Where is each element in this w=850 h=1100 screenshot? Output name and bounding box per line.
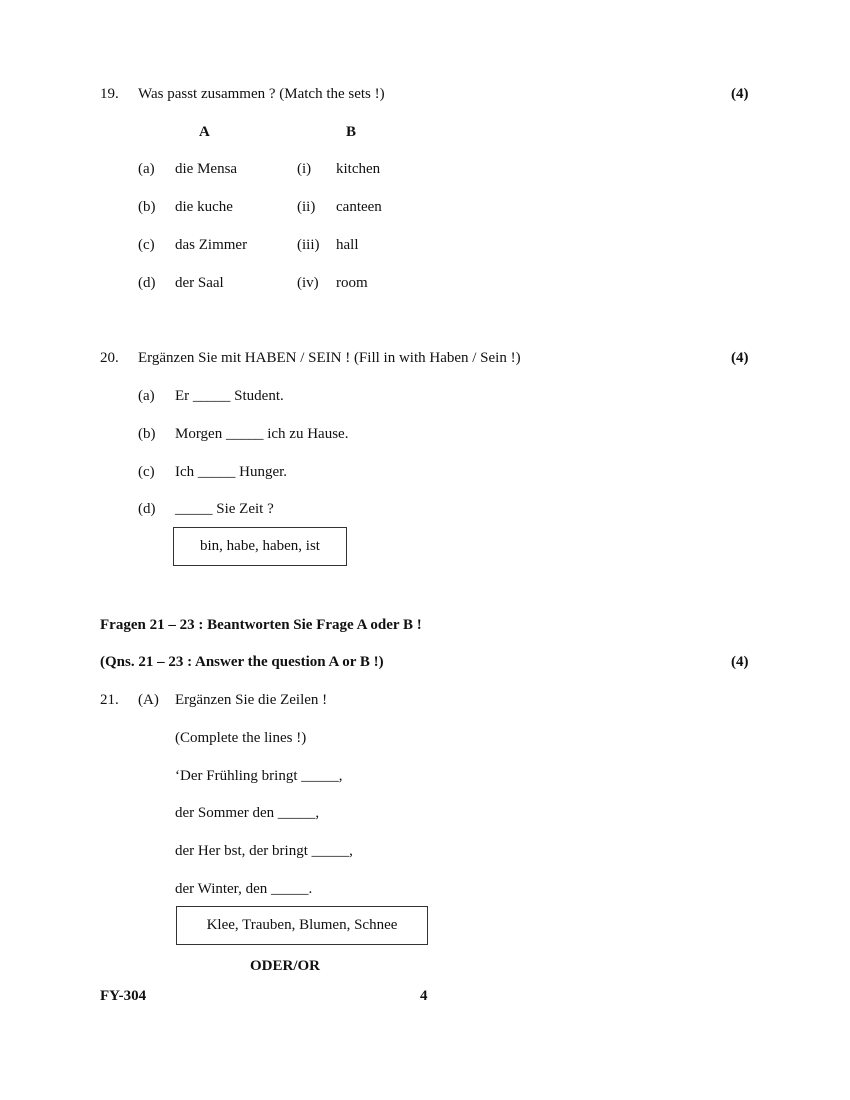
q19-row-b-text: die kuche <box>175 199 233 215</box>
q20-question: Ergänzen Sie mit HABEN / SEIN ! (Fill in with Haben / Sein !) <box>138 350 521 366</box>
q19-row-c-text: das Zimmer <box>175 237 248 253</box>
q19-number: 19. <box>100 86 119 102</box>
q19-row-d-text: der Saal <box>175 275 224 291</box>
footer-page-number: 4 <box>420 988 428 1004</box>
q21-instruction-de: Ergänzen Sie die Zeilen ! <box>175 692 328 708</box>
q20-word-box-text: bin, habe, haben, ist <box>200 538 320 554</box>
q20-number: 20. <box>100 350 119 366</box>
q20-item-c-text: Ich _____ Hunger. <box>175 464 288 480</box>
q20-item-b-text: Morgen _____ ich zu Hause. <box>175 426 349 442</box>
q19-row-b-label: (b) <box>138 199 156 215</box>
footer-code: FY-304 <box>100 988 147 1004</box>
q19-row-b-b-text: canteen <box>336 199 382 215</box>
q21-line-2: der Sommer den _____, <box>175 805 320 821</box>
q21-word-box-text: Klee, Trauben, Blumen, Schnee <box>206 917 398 933</box>
q21-option: (A) <box>138 692 159 708</box>
q21-line-1: ‘Der Frühling bringt _____, <box>175 768 343 784</box>
q19-row-d-label: (d) <box>138 275 156 291</box>
q19-question: Was passt zusammen ? (Match the sets !) <box>138 86 385 102</box>
q20-item-a-label: (a) <box>138 388 155 404</box>
q21-line-3: der Her bst, der bringt _____, <box>175 843 353 859</box>
section-heading-de: Fragen 21 – 23 : Beantworten Sie Frage A oder B ! <box>100 617 422 633</box>
q19-row-a-b-label: (i) <box>297 161 312 177</box>
section-marks: (4) <box>731 654 749 670</box>
q20-item-b-label: (b) <box>138 426 156 442</box>
q19-row-b-b-label: (ii) <box>297 199 316 215</box>
q20-item-a-text: Er _____ Student. <box>175 388 284 404</box>
oder-or-label: ODER/OR <box>250 958 321 974</box>
q19-row-d-b-text: room <box>336 275 368 291</box>
q21-word-box <box>176 906 428 945</box>
q20-item-d-label: (d) <box>138 501 156 517</box>
q19-row-c-label: (c) <box>138 237 155 253</box>
q21-number: 21. <box>100 692 119 708</box>
q19-row-a-label: (a) <box>138 161 155 177</box>
q20-word-box <box>173 527 347 566</box>
q21-instruction-en: (Complete the lines !) <box>175 730 307 746</box>
q19-row-a-b-text: kitchen <box>336 161 381 177</box>
q20-item-d-text: _____ Sie Zeit ? <box>175 501 274 517</box>
q20-item-c-label: (c) <box>138 464 155 480</box>
q19-row-d-b-label: (iv) <box>297 275 319 291</box>
q19-col-a-header: A <box>199 124 210 140</box>
q21-line-4: der Winter, den _____. <box>175 881 313 897</box>
q19-row-a-text: die Mensa <box>175 161 238 177</box>
q19-row-c-b-text: hall <box>336 237 359 253</box>
q19-col-b-header: B <box>346 124 357 140</box>
q19-marks: (4) <box>731 86 749 102</box>
q20-marks: (4) <box>731 350 749 366</box>
section-heading-en: (Qns. 21 – 23 : Answer the question A or B !) <box>100 654 384 670</box>
q19-row-c-b-label: (iii) <box>297 237 320 253</box>
